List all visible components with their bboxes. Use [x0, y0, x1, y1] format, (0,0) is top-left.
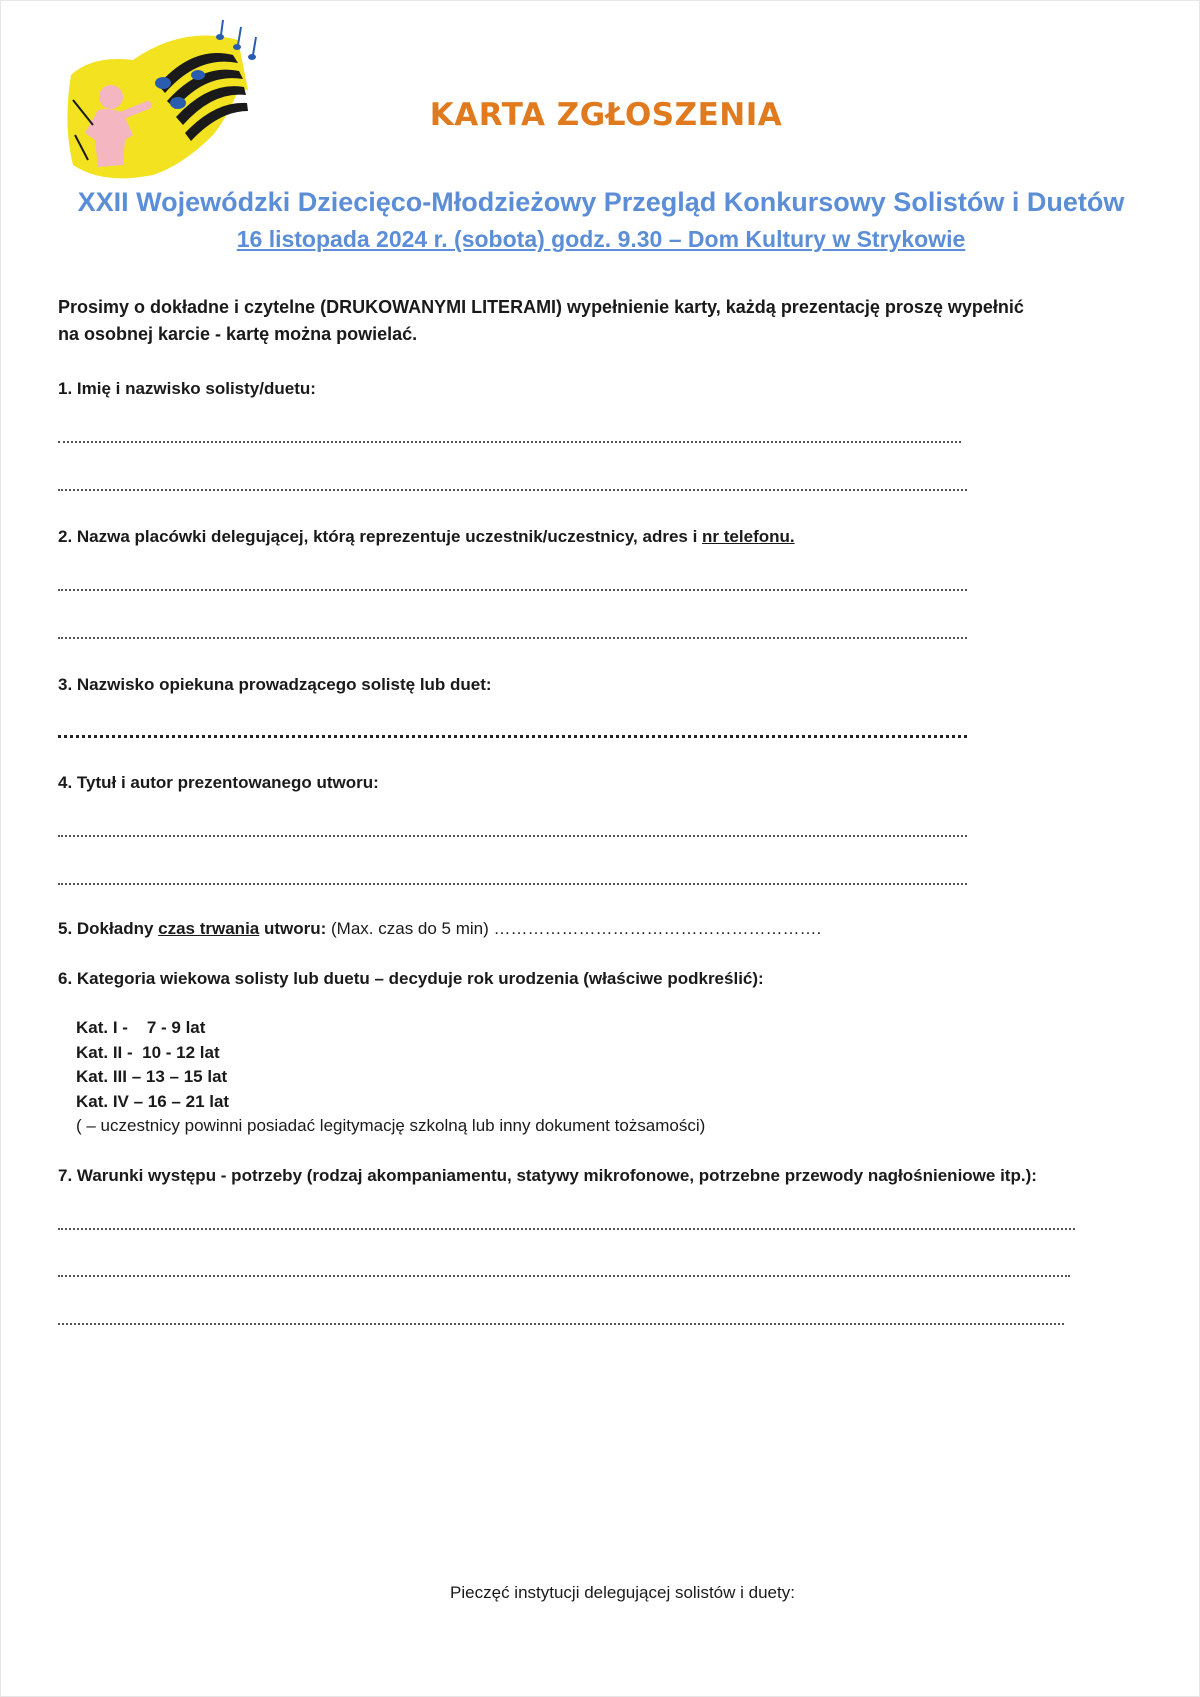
answer-line-7a[interactable] [58, 1228, 1075, 1230]
category-list [76, 1016, 705, 1139]
answer-line-4a[interactable] [58, 835, 967, 837]
category-item[interactable]: Kat. III – 13 – 15 lat [76, 1067, 228, 1086]
question-4-label: 4. Tytuł i autor prezentowanego utworu: [58, 773, 379, 792]
category-note: ( – uczestnicy powinni posiadać legitymację szkolną lub inny dokument tożsamości) [76, 1116, 706, 1135]
question-7-label: 7. Warunki występu - potrzeby (rodzaj akompaniamentu, statywy mikrofonowe, potrzebne przewody nagłośnieniowe itp.): [58, 1166, 1037, 1185]
event-date: 16 listopada 2024 r. (sobota) godz. 9.30 – Dom Kultury w Strykowie [236, 226, 966, 252]
answer-line-2b[interactable] [58, 637, 967, 639]
question-5-label: 5. Dokładny czas trwania utworu: (Max. czas do 5 min) …………………………………………………. [58, 919, 822, 938]
stamp-label: Pieczęć instytucji delegującej solistów i duety: [450, 1583, 795, 1602]
form-title: KARTA ZGŁOSZENIA [429, 97, 783, 133]
question-3-label: 3. Nazwisko opiekuna prowadzącego solistę lub duet: [58, 675, 492, 694]
category-item[interactable]: Kat. I - 7 - 9 lat [76, 1018, 206, 1037]
event-title: XXII Wojewódzki Dziecięco-Młodzieżowy Przegląd Konkursowy Solistów i Duetów [77, 187, 1125, 217]
answer-line-3[interactable] [58, 735, 967, 738]
intro-text: Prosimy o dokładne i czytelne (DRUKOWANYMI LITERAMI) wypełnienie karty, każdą prezentację proszę wypełnić na osobnej karcie - kartę można powielać. [58, 297, 1024, 344]
answer-line-1a[interactable] [58, 441, 961, 443]
answer-line-1b[interactable] [58, 489, 967, 491]
answer-line-7c[interactable] [58, 1323, 1064, 1325]
category-item[interactable]: Kat. II - 10 - 12 lat [76, 1042, 220, 1062]
category-item[interactable]: Kat. IV – 16 – 21 lat [76, 1091, 230, 1111]
answer-line-7b[interactable] [58, 1275, 1070, 1277]
question-1-label: 1. Imię i nazwisko solisty/duetu: [58, 379, 316, 398]
answer-line-2a[interactable] [58, 589, 967, 591]
question-2-label: 2. Nazwa placówki delegującej, którą reprezentuje uczestnik/uczestnicy, adres i nr telefonu. [58, 527, 795, 546]
answer-line-4b[interactable] [58, 883, 967, 885]
question-6-label: 6. Kategoria wiekowa solisty lub duetu – decyduje rok urodzenia (właściwe podkreślić): [58, 969, 764, 988]
